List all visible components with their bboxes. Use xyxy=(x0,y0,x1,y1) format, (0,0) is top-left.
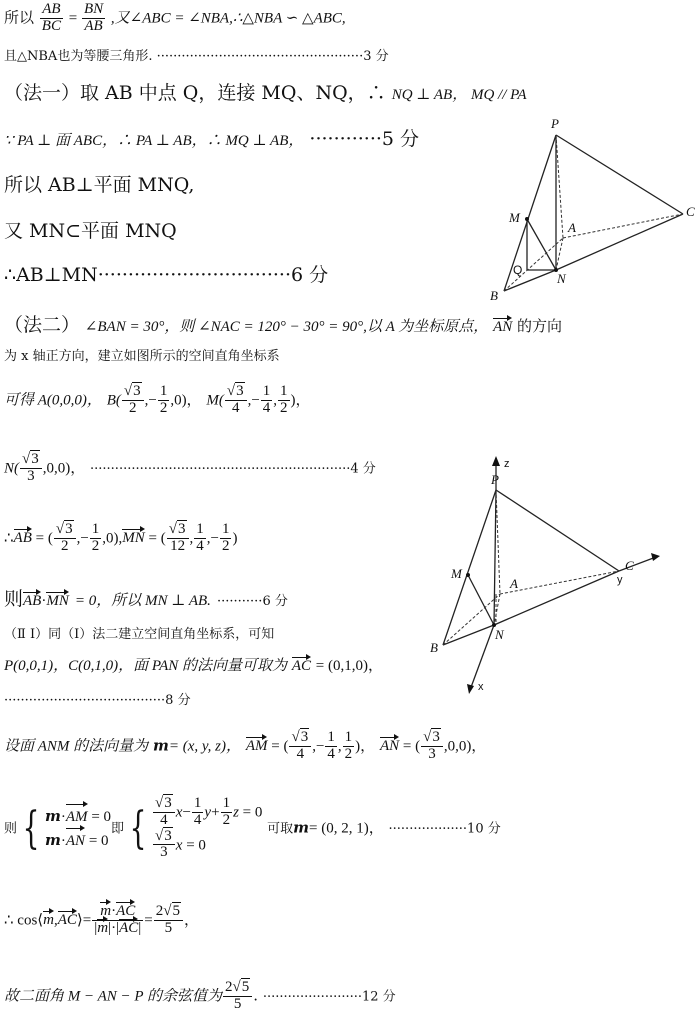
coef: 2 xyxy=(225,979,233,995)
radicand: 3 xyxy=(432,729,440,745)
system-right: $\frac{√3}{4}$ x− $\frac{1}{4}$ y+ $\frac{1}{2}$ z = 0 $\frac{√3}{3}$ x = 0 xyxy=(155,795,263,861)
num: 1 xyxy=(91,521,100,537)
text: 则 xyxy=(4,588,24,610)
label-p: P xyxy=(491,472,499,487)
line-equation-system: 则 { m·AM = 0 m·AN = 0 即 { $\frac{√3}{4}$ x− $\frac{1}{4}$ y+ $\frac{1}{2}$ z = 0 $\frac{√3}{3}$ x = 0 可取m= (0, 2, 1)， ···················10 分 xyxy=(4,795,501,861)
text: 故二面角 M − AN − P 的余弦值为 xyxy=(4,988,223,1005)
fraction-2sqrt5-5: $\frac{2√5}{5}$ xyxy=(223,980,252,1013)
fraction-sqrt3-2: $\frac{√3}{2}$ xyxy=(54,522,76,555)
vector-mn: MN xyxy=(122,530,145,547)
num: 1 xyxy=(221,521,230,537)
fraction-sqrt3-3: $\frac{√3}{3}$ xyxy=(421,730,443,763)
text: )， xyxy=(290,392,311,409)
line-similar-triangles: 所以 $\frac{AB}{BC}$ = $\frac{BN}{AB}$ ,又∠ABC = ∠NBA,∴△NBA ∽ △ABC, xyxy=(4,1,346,34)
text: = (0, 2, 1)， xyxy=(309,820,384,837)
den: 12 xyxy=(170,537,186,554)
label-z: z xyxy=(504,458,510,470)
text: 即 xyxy=(111,821,125,837)
den: 2 xyxy=(128,399,137,416)
fraction-bn-ab xyxy=(82,2,105,35)
line-ab-perp-plane: 所以 AB⊥平面 MNQ, xyxy=(4,174,195,196)
line-method-two xyxy=(4,316,562,335)
vector-an: AN xyxy=(493,319,513,335)
label-m: M xyxy=(509,210,520,225)
num: 1 xyxy=(327,729,335,745)
text: ············5 分 xyxy=(309,128,420,150)
radicand: 3 xyxy=(133,383,141,399)
fraction-1-4 xyxy=(325,730,337,763)
label-x: x xyxy=(478,681,484,693)
radicand: 3 xyxy=(236,383,244,399)
text: M( xyxy=(206,392,224,409)
text: NQ ⊥ AB， MQ // PA xyxy=(391,87,527,103)
den: 4 xyxy=(327,745,335,762)
text: ,0)， xyxy=(170,392,202,409)
text: = 0，所以 MN ⊥ AB. xyxy=(74,593,211,609)
line-conclusion xyxy=(4,980,396,1013)
fraction-sqrt3-4: $\frac{√3}{4}$ xyxy=(289,730,311,763)
text: 设面 ANM 的法向量为 xyxy=(4,738,149,755)
label-m: M xyxy=(451,566,462,581)
fraction-1-2 xyxy=(158,384,170,417)
den: 5 xyxy=(164,919,173,936)
num: 1 xyxy=(159,383,168,399)
den: 4 xyxy=(296,745,305,762)
den: 4 xyxy=(262,399,271,416)
vector-m: m xyxy=(152,736,169,755)
line-normal-pan xyxy=(4,658,383,674)
line-cosine: ∴ cos⟨m,AC⟩= $\frac{m\cdot AC}{|m|\cdot|AC|}$ = $\frac{2√5}{5}$ ， xyxy=(4,903,200,936)
text: 可取 xyxy=(267,821,294,837)
vector-ab: AB xyxy=(13,530,32,547)
text: （法二） xyxy=(4,314,81,336)
text: ,0,0)， xyxy=(42,460,86,477)
line-ab-perp-mn: ∴AB⊥MN································6 分 xyxy=(4,264,329,286)
text: ∵ PA ⊥ 面 ABC，∴ PA ⊥ AB，∴ MQ ⊥ AB， xyxy=(4,133,304,149)
line-coordinates: 可得 A(0,0,0)， B( $\frac{√3}{2}$ ,− $\frac{1}{2}$ ,0)， M( $\frac{√3}{4}$ ,− $\frac{1}{4}$ , $\frac{1}{2}$ )， xyxy=(4,383,311,416)
den: 2 xyxy=(91,537,100,554)
vector-an: AN xyxy=(379,738,400,755)
text: 则 xyxy=(4,821,18,837)
text: N( xyxy=(4,460,19,477)
text: = (0,1,0)， xyxy=(315,658,383,674)
line-n-coordinates xyxy=(4,452,376,485)
label-y: y xyxy=(617,574,623,586)
label-a: A xyxy=(568,220,576,235)
coef: 2 xyxy=(155,903,164,919)
vector-m: m xyxy=(293,818,310,837)
label-q: Q xyxy=(513,263,523,277)
score-dots: ·······························································4 分 xyxy=(90,461,376,477)
score-dots: ···········6 分 xyxy=(216,594,288,609)
radicand: 3 xyxy=(300,729,309,745)
line-isosceles: 且△NBA也为等腰三角形. ··················································3 分 xyxy=(4,49,389,64)
vector-ac: AC xyxy=(57,912,77,929)
den: 2 xyxy=(344,745,353,762)
label-a: A xyxy=(510,576,518,591)
text: = (x, y, z)， xyxy=(168,738,242,755)
label-n: N xyxy=(495,627,504,642)
fraction-cos: $\frac{m\cdot AC}{|m|\cdot|AC|}$ xyxy=(94,903,142,936)
num: 1 xyxy=(280,383,288,399)
fraction-1-2b xyxy=(220,522,232,555)
fraction-1-4 xyxy=(261,384,273,417)
den: 2 xyxy=(221,537,230,554)
den: 2 xyxy=(60,537,69,554)
fraction-1-2 xyxy=(343,730,355,763)
radicand: 5 xyxy=(172,903,180,919)
text: （法一）取 AB 中点 Q，连接 MQ、NQ，∴ xyxy=(4,82,386,104)
line-coordinate-system: 为 x 轴正方向，建立如图所示的空间直角坐标系 xyxy=(4,349,280,364)
vector-ab: AB xyxy=(23,593,42,609)
label-b: B xyxy=(490,288,498,303)
fraction-1-2 xyxy=(90,522,102,555)
label-b: B xyxy=(430,640,438,655)
text: P(0,0,1)，C(0,1,0)，面 PAN 的法向量可取为 xyxy=(4,658,288,674)
label-c: C xyxy=(686,204,695,219)
num: BN xyxy=(83,1,104,17)
line-method-one xyxy=(4,84,527,103)
den: 2 xyxy=(280,399,288,416)
fraction-sqrt3-2: $\frac{√3}{2}$ xyxy=(122,384,144,417)
num: AB xyxy=(40,2,63,19)
text: 的方向 xyxy=(517,317,563,335)
den: BC xyxy=(41,17,61,34)
score-dots: ························12 分 xyxy=(262,989,396,1005)
radicand: 5 xyxy=(241,979,250,995)
radicand: 3 xyxy=(178,521,186,537)
label-c: C xyxy=(625,558,634,573)
line-dot-product-zero: 则AB·MN = 0，所以 MN ⊥ AB. ···········6 分 xyxy=(4,588,288,610)
line-part-two: （Ⅱ Ⅰ）同（Ⅰ）法二建立空间直角坐标系，可知 xyxy=(4,627,275,642)
fraction-ab-bc xyxy=(40,2,63,35)
vector-m: m xyxy=(43,912,54,929)
label-n: N xyxy=(557,271,566,286)
fraction-2sqrt5-5: $\frac{2√5}{5}$ xyxy=(154,904,183,937)
line-mn-in-plane: 又 MN⊂平面 MNQ xyxy=(4,220,177,242)
fraction-1-4 xyxy=(194,522,206,555)
line-score-8: ·······································8 分 xyxy=(4,693,191,708)
fraction-sqrt3-12: $\frac{√3}{12}$ xyxy=(167,522,189,555)
fraction-sqrt3-3: $\frac{√3}{3}$ xyxy=(20,452,42,485)
den: 3 xyxy=(428,745,436,762)
vector-mn: MN xyxy=(46,593,69,609)
text: . xyxy=(253,986,259,1005)
radicand: 3 xyxy=(65,521,73,537)
score-dots: ···················10 分 xyxy=(388,821,501,837)
line-vectors-ab-mn: ∴AB = ( $\frac{√3}{2}$ ,− $\frac{1}{2}$ ,0),MN = ( $\frac{√3}{12}$ , $\frac{1}{4}$ ,− $\frac{1}{2}$ ) xyxy=(4,521,238,554)
den: 3 xyxy=(27,467,35,484)
vector-ac: AC xyxy=(291,658,311,674)
text: B( xyxy=(106,392,121,409)
radicand: 3 xyxy=(31,451,39,467)
text: 可得 A(0,0,0)， xyxy=(4,392,102,409)
vector-am: AM xyxy=(245,738,268,755)
den: 2 xyxy=(159,399,168,416)
text: ∴ xyxy=(4,528,14,547)
pyramid-figure-2-coordinate xyxy=(428,452,668,702)
fraction-1-2b xyxy=(278,384,290,417)
den: 5 xyxy=(233,995,242,1012)
text: 所以 xyxy=(4,8,35,27)
text: ∠BAN = 30°，则 ∠NAC = 120° − 30° = 90°,以 A 为坐标原点， xyxy=(84,319,489,335)
text: ∴ cos xyxy=(4,912,38,929)
fraction-sqrt3-4: $\frac{√3}{4}$ xyxy=(225,384,247,417)
num: 1 xyxy=(262,383,271,399)
num: 1 xyxy=(196,521,204,537)
pyramid-figure-1 xyxy=(480,112,700,304)
line-pa-perp xyxy=(4,130,419,149)
label-p: P xyxy=(551,116,559,131)
den: 4 xyxy=(196,537,204,554)
den: AB xyxy=(84,17,103,34)
system-left: m·AM = 0 m·AN = 0 xyxy=(45,805,111,852)
num: 1 xyxy=(344,729,353,745)
den: 4 xyxy=(231,399,240,416)
text: ,又∠ABC = ∠NBA,∴△NBA ∽ △ABC, xyxy=(110,10,346,27)
line-normal-anm: 设面 ANM 的法向量为 m= (x, y, z)， AM = ( $\frac{√3}{4}$ ,− $\frac{1}{4}$ , $\frac{1}{2}$ )， AN = ( $\frac{√3}{3}$ ,0,0)， xyxy=(4,729,487,762)
